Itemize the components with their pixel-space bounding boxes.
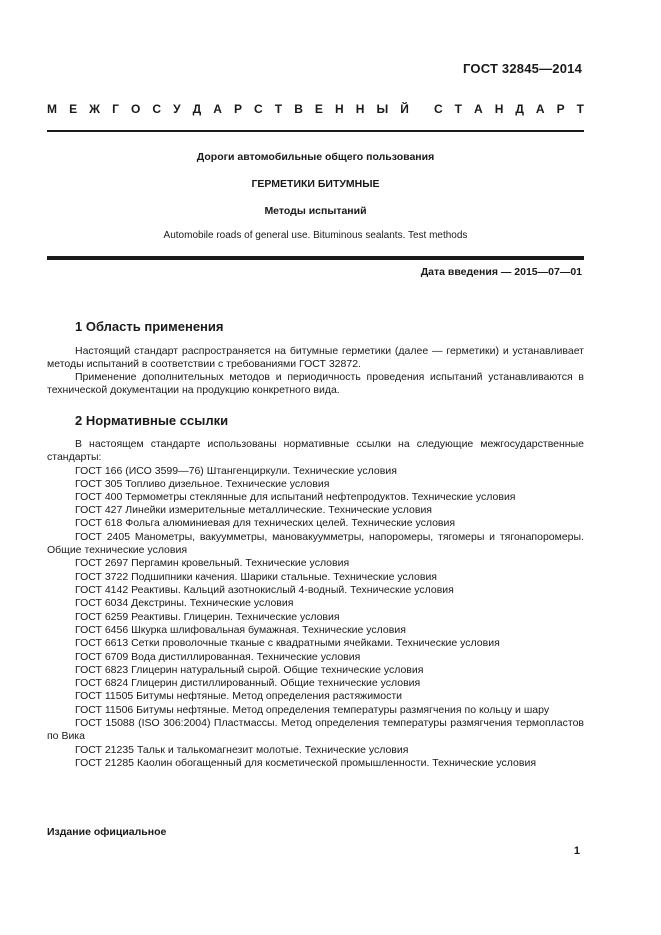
reference-item: ГОСТ 427 Линейки измерительные металлические. Технические условия: [75, 504, 432, 516]
reference-item: ГОСТ 21235 Тальк и талькомагнезит молотые. Технические условия: [75, 744, 409, 756]
letter: Т: [274, 102, 283, 116]
letter: А: [213, 102, 222, 116]
letter: Е: [69, 102, 78, 116]
letter: Н: [335, 102, 344, 116]
reference-item: ГОСТ 400 Термометры стеклянные для испытаний нефтепродуктов. Технические условия: [75, 491, 516, 503]
reference-item: ГОСТ 2405 Манометры, вакуумметры, мановакуумметры, напоромеры, тягомеры и тягонапоромеры. Общие технические условия: [47, 531, 584, 557]
letter: Д: [192, 102, 202, 116]
letter: Р: [556, 102, 565, 116]
standard-type-heading: [47, 102, 584, 116]
letter: У: [173, 102, 181, 116]
reference-item: ГОСТ 618 Фольга алюминиевая для технических целей. Технические условия: [75, 517, 456, 529]
reference-item: ГОСТ 2697 Пергамин кровельный. Технические условия: [75, 557, 350, 569]
letter: Е: [314, 102, 323, 116]
reference-item: ГОСТ 11505 Битумы нефтяные. Метод определения растяжимости: [75, 690, 403, 702]
title-ru: Дороги автомобильные общего пользования: [196, 151, 435, 163]
letter: В: [294, 102, 303, 116]
standard-word-standard: [434, 102, 584, 116]
reference-item: ГОСТ 166 (ИСО 3599—76) Штангенциркули. Технические условия: [75, 465, 397, 477]
title-rule: [47, 256, 584, 260]
letter: Г: [112, 102, 119, 116]
reference-item: ГОСТ 6709 Вода дистиллированная. Технические условия: [75, 651, 361, 663]
letter: А: [474, 102, 483, 116]
letter: С: [152, 102, 162, 116]
letter: С: [254, 102, 263, 116]
letter: Н: [355, 102, 365, 116]
letter: А: [535, 102, 545, 116]
section-1-paragraph: Настоящий стандарт распространяется на битумные герметики (далее — герметики) и устанавливает методы испытаний в соответствии с требованиями ГОСТ 32872.: [47, 345, 584, 371]
letter: Д: [515, 102, 524, 116]
title-en: Automobile roads of general use. Bituminous sealants. Test methods: [163, 230, 468, 241]
letter: Ы: [376, 102, 389, 116]
header-rule: [47, 130, 584, 132]
official-edition-note: Издание официальное: [47, 826, 167, 838]
reference-item: ГОСТ 6034 Декстрины. Технические условия: [75, 597, 294, 609]
reference-item: ГОСТ 6259 Реактивы. Глицерин. Технические условия: [75, 611, 340, 623]
introduction-date: Дата введения — 2015—07—01: [420, 266, 582, 278]
letter: Т: [576, 102, 584, 116]
reference-item: ГОСТ 6456 Шкурка шлифовальная бумажная. Технические условия: [75, 624, 406, 636]
reference-item: ГОСТ 6824 Глицерин дистиллированный. Общие технические условия: [75, 677, 421, 689]
reference-item: ГОСТ 11506 Битумы нефтяные. Метод определения температуры размягчения по кольцу и шару: [75, 704, 550, 716]
standard-word-interstate: [47, 102, 409, 116]
letter: Ж: [89, 102, 100, 116]
reference-item: ГОСТ 3722 Подшипники качения. Шарики стальные. Технические условия: [75, 571, 437, 583]
letter: С: [434, 102, 443, 116]
document-number: ГОСТ 32845—2014: [463, 61, 582, 76]
page-number: 1: [573, 845, 580, 857]
letter: Р: [233, 102, 242, 116]
letter: М: [47, 102, 57, 116]
reference-item: ГОСТ 4142 Реактивы. Кальций азотнокислый 4-водный. Технические условия: [75, 584, 454, 596]
reference-item: ГОСТ 21285 Каолин обогащенный для косметической промышленности. Технические условия: [75, 757, 537, 769]
methods-ru: Методы испытаний: [264, 205, 367, 217]
letter: О: [130, 102, 141, 116]
reference-item: ГОСТ 6823 Глицерин натуральный сырой. Общие технические условия: [75, 664, 424, 676]
reference-item: ГОСТ 6613 Сетки проволочные тканые с квадратными ячейками. Технические условия: [75, 637, 500, 649]
section-2-title: 2 Нормативные ссылки: [75, 413, 229, 428]
subtitle-ru: ГЕРМЕТИКИ БИТУМНЫЕ: [251, 178, 380, 190]
section-1-paragraph: Применение дополнительных методов и периодичность проведения испытаний устанавливаются в технической документации на продукцию конкретного вида.: [47, 371, 584, 397]
reference-item: ГОСТ 305 Топливо дизельное. Технические условия: [75, 478, 330, 490]
reference-item: ГОСТ 15088 (ISO 306:2004) Пластмассы. Метод определения температуры размягчения термопластов по Вика: [47, 717, 584, 743]
letter: Н: [494, 102, 504, 116]
letter: Й: [400, 102, 409, 116]
section-2-intro: В настоящем стандарте использованы нормативные ссылки на следующие межгосударственные стандарты:: [47, 438, 584, 464]
section-1-title: 1 Область применения: [75, 319, 224, 334]
letter: Т: [454, 102, 463, 116]
